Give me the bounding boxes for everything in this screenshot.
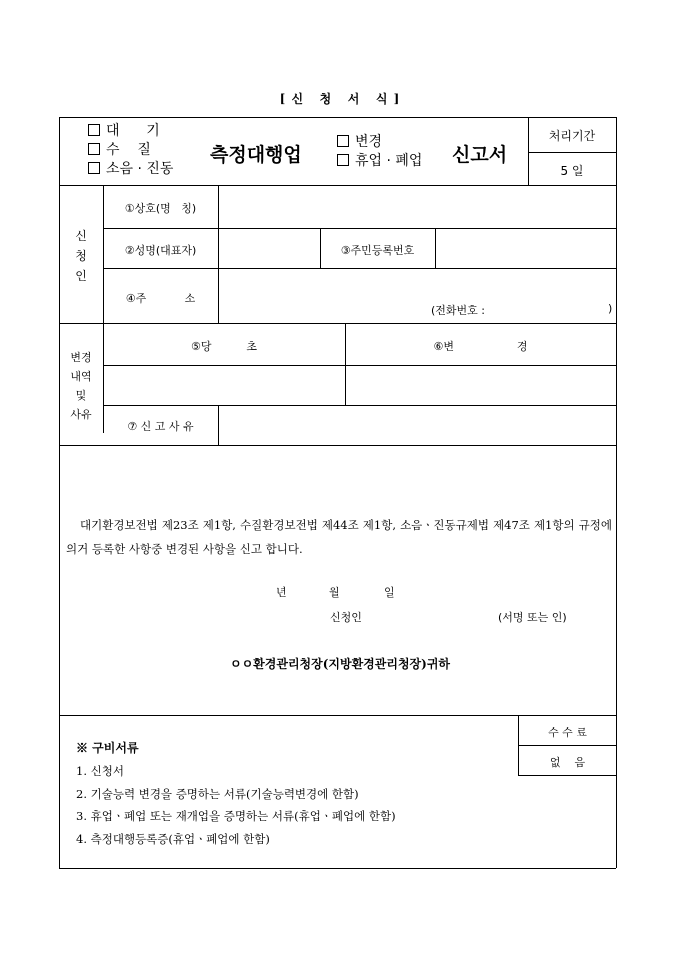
documents-list (76, 760, 396, 850)
changed-field[interactable] (346, 366, 615, 404)
company-name-label: ①상호(명 칭) (124, 202, 197, 215)
applicant-section-label: 신 청 인 (75, 229, 87, 283)
option-suspend[interactable]: 휴업 · 폐업 (337, 152, 422, 171)
option-change[interactable]: 변경 (337, 133, 422, 152)
list-item: 2. 기술능력 변경을 증명하는 서류(기술능력변경에 한함) (76, 786, 359, 801)
processing-period-label: 처리기간 (548, 129, 596, 143)
checkbox-suspend[interactable] (337, 154, 349, 166)
phone-label: (전화번호 : (431, 304, 485, 317)
changed-label: ⑥변 경 (433, 340, 528, 353)
option-water[interactable]: 수 질 (88, 141, 173, 160)
changes-section-label: 변경 내역 및 사유 (70, 351, 92, 421)
list-item: 4. 측정대행등록증(휴업ㆍ폐업에 한함) (76, 831, 270, 846)
checkbox-air[interactable] (88, 124, 100, 136)
form-title: [ 신 청 서 식 ] (279, 92, 401, 106)
date-year: 년 (276, 586, 287, 599)
reason-field[interactable] (219, 406, 615, 444)
fee-value: 없 음 (549, 756, 586, 769)
address-label: ④주 소 (125, 292, 196, 305)
date-month: 월 (329, 586, 340, 599)
phone-close: ) (608, 302, 613, 315)
list-item: 1. 신청서 (76, 764, 124, 778)
option-air[interactable]: 대 기 (88, 122, 173, 141)
signature-label: (서명 또는 인) (498, 611, 567, 624)
reason-label: ⑦ 신 고 사 유 (127, 420, 194, 433)
option-noise[interactable]: 소음 · 진동 (88, 160, 173, 179)
checkbox-water[interactable] (88, 143, 100, 155)
business-type-options (88, 122, 173, 179)
representative-field[interactable] (219, 229, 319, 267)
documents-heading: ※ 구비서류 (76, 741, 139, 755)
checkbox-noise[interactable] (88, 162, 100, 174)
applicant-sign-label: 신청인 (330, 611, 362, 624)
report-title: 신고서 (452, 144, 508, 166)
original-field[interactable] (104, 366, 344, 404)
checkbox-change[interactable] (337, 135, 349, 147)
list-item: 3. 휴업ㆍ폐업 또는 재개업을 증명하는 서류(휴업ㆍ폐업에 한함) (76, 809, 396, 823)
addressee: ㅇㅇ환경관리청장(지방환경관리청장)귀하 (229, 657, 450, 671)
report-type-options (337, 133, 422, 171)
company-name-field[interactable] (219, 186, 615, 227)
date-day: 일 (384, 586, 395, 599)
resident-number-label: ③주민등록번호 (340, 244, 415, 257)
representative-label: ②성명(대표자) (124, 244, 197, 257)
address-field[interactable] (219, 269, 615, 322)
resident-number-field[interactable] (436, 229, 615, 267)
processing-period-value: 5 일 (560, 164, 584, 178)
declaration-statement: 대기환경보전법 제23조 제1항, 수질환경보전법 제44조 제1항, 소음ㆍ진동규제법 제47조 제1항의 규정에 의거 등록한 사항중 변경된 사항을 신고 합니다. (66, 518, 612, 556)
business-name: 측정대행업 (210, 144, 302, 166)
fee-label: 수 수 료 (548, 726, 587, 739)
original-label: ⑤당 초 (190, 340, 258, 353)
